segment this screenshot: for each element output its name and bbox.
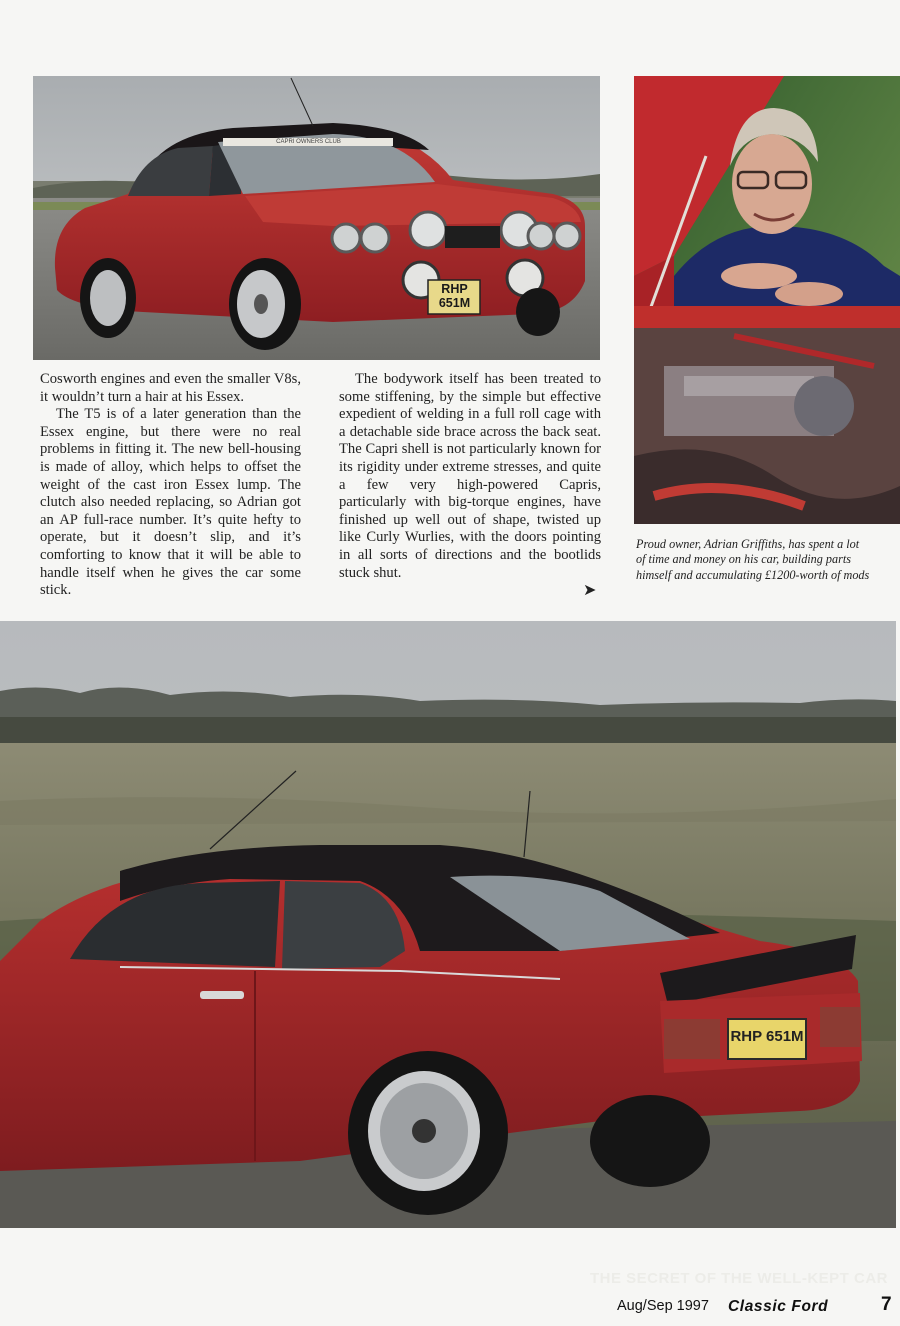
photo-rear-capri xyxy=(0,621,896,1228)
article-paragraph: The T5 is of a later generation than the Essex engine, but there were no real problems in fitting it. The new bell-housing is made of alloy, which helps to offset the weight of the cast iron Essex lump. The clutch also needed replacing, so Adrian got an AP full-race number. It’s quite hefty to operate, but it doesn’t slip, and it’s comforting to know that it will be able to handle itself when he gives the car some stick. xyxy=(40,406,301,599)
issue-date: Aug/Sep 1997 xyxy=(617,1298,709,1314)
magazine-title: Classic Ford xyxy=(728,1298,829,1315)
article-column-right xyxy=(339,371,601,582)
caption-line: of time and money on his car, building parts xyxy=(636,552,851,567)
front-number-plate: RHP 651M xyxy=(438,282,471,310)
rear-number-plate: RHP 651M xyxy=(730,1028,804,1045)
article-paragraph: The bodywork itself has been treated to some stiffening, by the simple but effective expedient of welding in a full roll cage with a detachable side brace across the back seat. The Capri shell is not particularly known for its rigidity under extreme stresses, and quite a few very high-powered Capris, particularly with big-torque engines, have finished up well out of shape, twisted up like Curly Wurlies, with the doors pointing in all sorts of directions and the bootlids stuck shut. xyxy=(339,371,601,581)
caption-line: Proud owner, Adrian Griffiths, has spent a lot xyxy=(636,537,860,551)
article-paragraph: Cosworth engines and even the smaller V8s, it wouldn’t turn a hair at his Essex. xyxy=(40,371,301,405)
page-number: 7 xyxy=(881,1294,892,1315)
photo-owner-engine-bay xyxy=(634,76,900,524)
photo-caption xyxy=(636,537,900,583)
faded-watermark: THE SECRET OF THE WELL-KEPT CAR xyxy=(590,1270,888,1287)
article-column-left xyxy=(40,371,301,600)
photo-front-capri xyxy=(33,76,600,360)
caption-line: himself and accumulating £1200-worth of mods xyxy=(636,567,870,582)
continue-arrow-icon: ➤ xyxy=(583,582,597,599)
windscreen-banner: CAPRI OWNERS CLUB xyxy=(276,139,341,145)
